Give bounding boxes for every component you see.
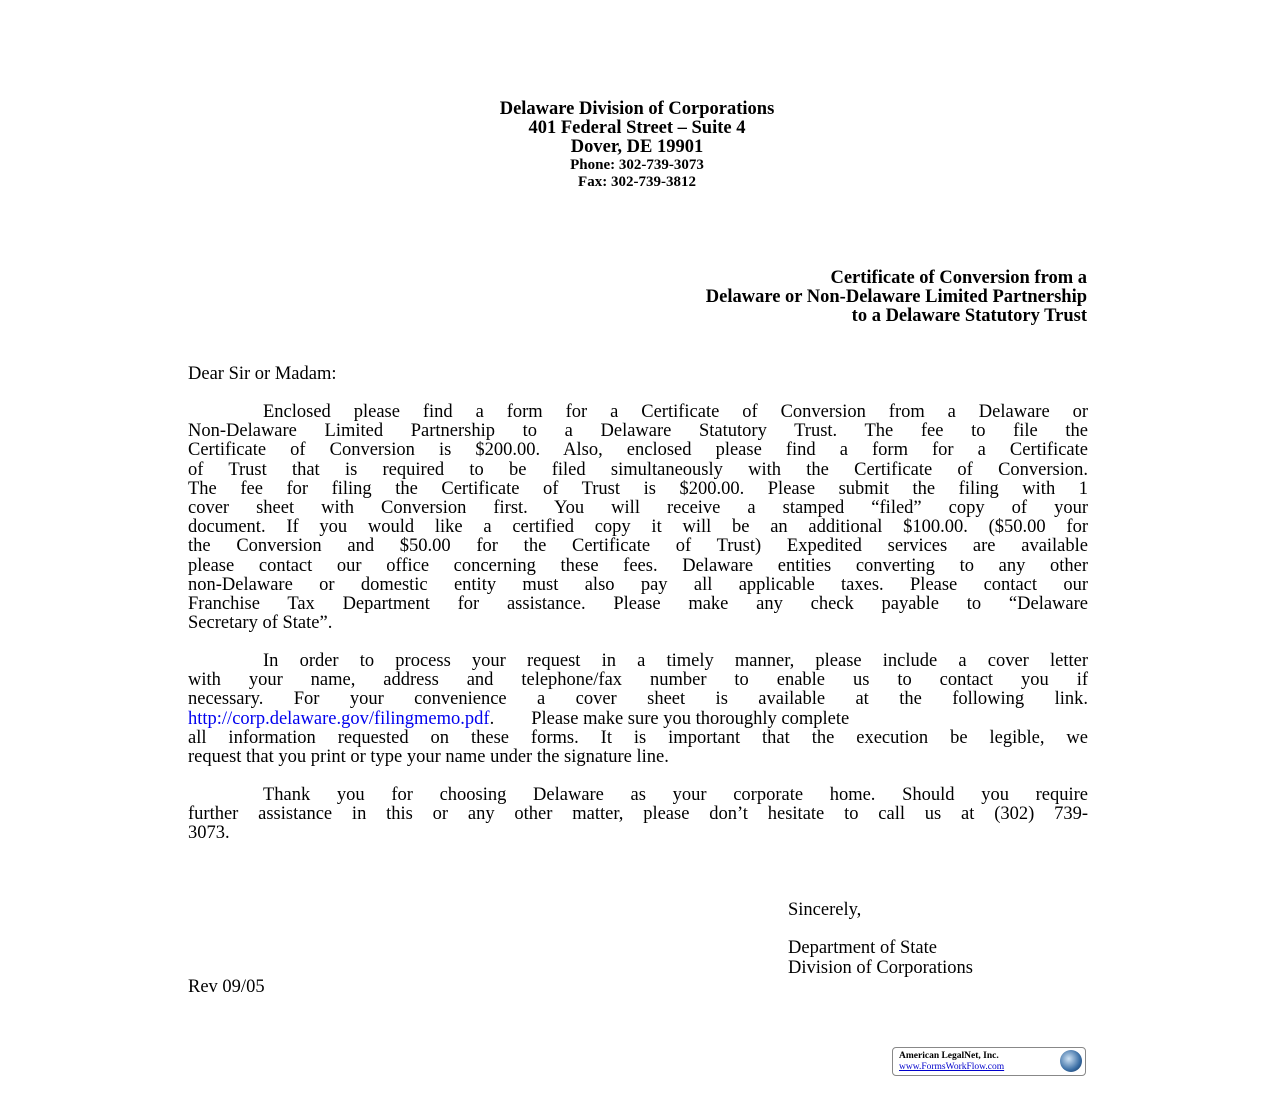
phone: Phone: 302-739-3073 xyxy=(570,157,704,173)
closing-department: Department of State xyxy=(788,938,937,958)
filing-memo-link[interactable]: http://corp.delaware.gov/filingmemo.pdf xyxy=(188,708,490,729)
org-name: Delaware Division of Corporations xyxy=(499,99,775,119)
paragraph-line: request that you print or type your name under the signature line. xyxy=(188,746,669,767)
paragraph-line: The fee for filing the Certificate of Trust is $200.00. Please submit the filing with 1 xyxy=(188,478,1088,499)
paragraph-line: Thank you for choosing Delaware as your corporate home. Should you require xyxy=(263,785,1088,805)
paragraph-line: Secretary of State”. xyxy=(188,613,333,634)
paragraph-line xyxy=(188,710,1088,729)
paragraph-line: necessary. For your convenience a cover sheet is available at the following link. xyxy=(188,689,1088,710)
footer-logo[interactable] xyxy=(892,1047,1086,1076)
paragraph-line: non-Delaware or domestic entity must also pay all applicable taxes. Please contact our xyxy=(188,574,1088,595)
title-line: to a Delaware Statutory Trust xyxy=(851,306,1087,327)
logo-company: American LegalNet, Inc. xyxy=(899,1051,999,1061)
title-line: Delaware or Non-Delaware Limited Partnership xyxy=(705,287,1087,308)
paragraph-line: of Trust that is required to be filed simultaneously with the Certificate of Conversion. xyxy=(188,459,1088,480)
salutation: Dear Sir or Madam: xyxy=(188,364,337,384)
document-title xyxy=(706,269,1087,327)
logo-url-link[interactable]: www.FormsWorkFlow.com xyxy=(899,1062,1005,1072)
paragraph-line: Non-Delaware Limited Partnership to a Delaware Statutory Trust. The fee to file the xyxy=(188,421,1088,442)
paragraph-line: cover sheet with Conversion first. You will receive a stamped “filed” copy of your xyxy=(188,497,1088,518)
fax: Fax: 302-739-3812 xyxy=(578,173,696,190)
paragraph-line: all information requested on these forms. It is important that the execution be legible, we xyxy=(188,727,1088,748)
letterhead xyxy=(337,100,937,190)
closing-division: Division of Corporations xyxy=(788,958,973,978)
paragraph-line: Enclosed please find a form for a Certificate of Conversion from a Delaware or xyxy=(263,402,1088,422)
paragraph-line: Franchise Tax Department for assistance. Please make any check payable to “Delaware xyxy=(188,593,1088,614)
paragraph-line: further assistance in this or any other matter, please don’t hesitate to call us at (302) 739- xyxy=(188,804,1088,825)
globe-icon xyxy=(1060,1050,1082,1072)
paragraph-line: Certificate of Conversion is $200.00. Also, enclosed please find a form for a Certificate xyxy=(188,440,1088,461)
paragraph-line: with your name, address and telephone/fax number to enable us to contact you if xyxy=(188,670,1088,691)
closing-sincerely: Sincerely, xyxy=(788,900,862,920)
street-address: 401 Federal Street – Suite 4 xyxy=(528,118,746,138)
paragraph-2 xyxy=(188,652,1088,767)
city-address: Dover, DE 19901 xyxy=(570,137,704,157)
revision-note: Rev 09/05 xyxy=(188,977,265,997)
title-line: Certificate of Conversion from a xyxy=(830,268,1087,288)
paragraph-line: please contact our office concerning these fees. Delaware entities converting to any other xyxy=(188,555,1088,576)
paragraph-line: In order to process your request in a timely manner, please include a cover letter xyxy=(263,651,1088,671)
paragraph-line: document. If you would like a certified copy it will be an additional $100.00. ($50.00 for xyxy=(188,517,1088,538)
paragraph-line: 3073. xyxy=(188,823,230,844)
paragraph-1 xyxy=(188,403,1088,633)
paragraph-line: the Conversion and $50.00 for the Certificate of Trust) Expedited services are available xyxy=(188,536,1088,557)
paragraph-line-rest: . Please make sure you thoroughly complete xyxy=(489,708,850,729)
paragraph-3 xyxy=(188,786,1088,844)
